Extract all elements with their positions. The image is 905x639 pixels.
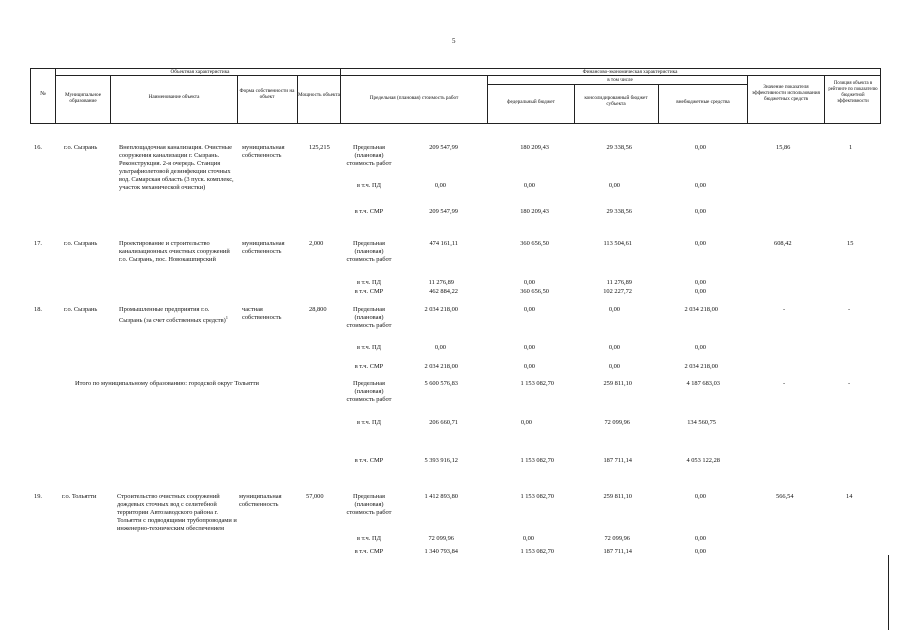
header-rule [55, 68, 56, 124]
row-federal: 1 153 082,70 [520, 457, 554, 464]
header-rule [340, 75, 881, 76]
header-col-efficiency: Значение показателя эффективности использования бюджетных средств [752, 84, 820, 102]
row-capacity: 57,000 [306, 493, 324, 500]
row-federal: 180 209,43 [520, 144, 549, 151]
row-object-name: Проектирование и строительство канализационных очистных сооружений г.о. Сызрань, пос. Новокашпирский [119, 240, 230, 263]
row-consolidated: 259 811,10 [603, 493, 632, 500]
row-consolidated: 0,00 [608, 182, 620, 189]
row-consolidated: 72 099,96 [604, 535, 630, 542]
row-total: 209 547,99 [429, 144, 458, 151]
row-consolidated: 11 276,89 [606, 279, 632, 286]
row-extra: 0,00 [694, 288, 706, 295]
summary-label: Итого по муниципальному образованию: городской округ Тольятти [75, 380, 259, 387]
header-rule [824, 75, 825, 124]
row-consolidated: 187 711,14 [603, 548, 632, 555]
row-consolidated: 187 711,14 [603, 457, 632, 464]
row-line-label: в т.ч. СМР [354, 208, 384, 215]
row-consolidated: 0,00 [608, 306, 620, 313]
row-consolidated: 102 227,72 [603, 288, 632, 295]
row-capacity: 28,800 [309, 306, 327, 313]
row-ownership: муниципальная собственность [242, 144, 285, 159]
row-federal: 0,00 [523, 344, 535, 351]
header-rule [747, 75, 748, 124]
row-ownership: частная собственность [242, 306, 282, 321]
header-group-finance: Финансово-экономическая характеристика [582, 69, 678, 75]
row-object-name: Промышленные предприятия г.о. Сызрань (за счет собственных средств)$^1$ [119, 306, 228, 325]
row-total: 1 340 793,84 [424, 548, 458, 555]
row-line-label: в т.ч. ПД [357, 182, 381, 189]
header-col-limit: Предельная (плановая) стоимость работ [369, 95, 459, 101]
header-col-rank: Позиция объекта в рейтинге по показателю бюджетной эффективности [828, 81, 878, 104]
row-object-name: Строительство очистных сооружений дождевых сточных вод с селитебной территории Автозаводского района г. Тольятти с подводящими трубопроводами и инженерно-техническим обеспечением [117, 493, 237, 532]
row-line-label: в т.ч. ПД [357, 419, 381, 426]
header-col-ownership: Форма собственности на объект [239, 88, 295, 100]
row-line-label: Предельная (плановая) стоимость работ [346, 240, 392, 263]
row-extra: 2 034 218,00 [684, 363, 718, 370]
row-line-label: в т.ч. ПД [357, 344, 381, 351]
row-line-label: в т.ч. ПД [357, 279, 381, 286]
row-rank: 15 [847, 240, 854, 247]
row-extra: 0,00 [694, 344, 706, 351]
row-number: 18. [34, 306, 42, 313]
row-efficiency: 566,54 [776, 493, 794, 500]
row-line-label: в т.ч. СМР [354, 548, 384, 555]
row-extra: 4 187 683,03 [686, 380, 720, 387]
row-total: 5 393 916,12 [424, 457, 458, 464]
row-rank: 1 [849, 144, 853, 151]
header-rule [880, 68, 881, 124]
row-total: 1 412 893,80 [424, 493, 458, 500]
row-extra: 2 034 218,00 [684, 306, 718, 313]
row-efficiency: - [783, 380, 786, 387]
row-line-label: Предельная (плановая) стоимость работ [346, 493, 392, 516]
row-extra: 0,00 [694, 208, 706, 215]
row-total: 2 034 218,00 [424, 363, 458, 370]
row-consolidated: 113 504,61 [603, 240, 632, 247]
row-total: 462 884,22 [429, 288, 458, 295]
row-total: 2 034 218,00 [424, 306, 458, 313]
row-total: 209 547,99 [429, 208, 458, 215]
row-consolidated: 0,00 [608, 363, 620, 370]
row-capacity: 2,000 [309, 240, 324, 247]
header-rule [110, 75, 111, 124]
row-federal: 0,00 [523, 363, 535, 370]
row-consolidated: 72 099,96 [604, 419, 630, 426]
row-municipality: г.о. Сызрань [64, 144, 98, 151]
row-extra: 0,00 [694, 279, 706, 286]
row-total: 11 276,89 [428, 279, 454, 286]
row-consolidated: 259 811,10 [603, 380, 632, 387]
row-federal: 360 656,50 [520, 240, 549, 247]
row-extra: 134 560,75 [687, 419, 716, 426]
row-rank: - [848, 306, 851, 313]
header-col-federal: федеральный бюджет [507, 99, 555, 105]
row-total: 0,00 [434, 344, 446, 351]
footnote-mark: 1 [225, 315, 228, 320]
row-federal: 0,00 [523, 306, 535, 313]
header-col-municipality: Муниципальное образование [65, 92, 101, 104]
header-rule [574, 84, 575, 124]
row-consolidated: 29 338,56 [606, 208, 632, 215]
row-extra: 0,00 [694, 548, 706, 555]
row-federal: 0,00 [522, 535, 534, 542]
header-rule [237, 75, 238, 124]
row-municipality: г.о. Тольятти [62, 493, 97, 500]
row-federal: 0,00 [520, 419, 532, 426]
header-rule [30, 123, 881, 124]
row-total: 72 099,96 [428, 535, 454, 542]
row-ownership: муниципальная собственность [239, 493, 282, 508]
page-edge-mark [888, 555, 889, 630]
row-object-name: Внеплощадочная канализация. Очистные сооружения канализации г. Сызрань. Реконструкция. 2-я очередь. Станция ультрафиолетовой дезинфекции сточных вод. Самарская область (3 пуск. комплекс, участок механической очистки) [119, 144, 234, 191]
header-rule [340, 68, 341, 124]
row-line-label: в т.ч. СМР [354, 288, 384, 295]
row-number: 16. [34, 144, 42, 151]
header-subgroup-incl: в том числе [607, 77, 633, 83]
header-col-capacity: Мощность объекта [298, 92, 340, 98]
row-federal: 360 656,50 [520, 288, 549, 295]
row-consolidated: 29 338,56 [606, 144, 632, 151]
row-number: 19. [34, 493, 42, 500]
row-total: 5 600 576,83 [424, 380, 458, 387]
row-ownership: муниципальная собственность [242, 240, 285, 255]
row-line-label: Предельная (плановая) стоимость работ [346, 144, 392, 167]
row-total: 206 660,71 [429, 419, 458, 426]
header-col-extra: внебюджетные средства [676, 99, 730, 105]
row-extra: 0,00 [694, 182, 706, 189]
row-consolidated: 0,00 [608, 344, 620, 351]
header-group-object: Объектная характеристика [170, 69, 230, 75]
row-total: 0,00 [434, 182, 446, 189]
header-col-name: Наименование объекта [148, 94, 200, 100]
row-efficiency: 15,86 [776, 144, 791, 151]
row-municipality: г.о. Сызрань [64, 240, 98, 247]
header-rule [297, 75, 298, 124]
row-efficiency: - [783, 306, 786, 313]
row-rank: 14 [846, 493, 853, 500]
row-extra: 0,00 [694, 493, 706, 500]
row-capacity: 125,215 [309, 144, 330, 151]
row-line-label: в т.ч. ПД [357, 535, 381, 542]
row-extra: 0,00 [694, 144, 706, 151]
row-federal: 1 153 082,70 [520, 548, 554, 555]
row-federal: 0,00 [523, 182, 535, 189]
row-municipality: г.о. Сызрань [64, 306, 98, 313]
row-federal: 1 153 082,70 [520, 380, 554, 387]
row-total: 474 161,11 [429, 240, 458, 247]
row-rank: - [848, 380, 851, 387]
row-extra: 4 053 122,28 [686, 457, 720, 464]
row-extra: 0,00 [694, 240, 706, 247]
row-federal: 0,00 [523, 279, 535, 286]
row-line-label: Предельная (плановая) стоимость работ [346, 306, 392, 329]
page-number: 5 [452, 37, 456, 45]
row-line-label: Предельная (плановая) стоимость работ [346, 380, 392, 403]
header-col-consolidated: консолидированный бюджет субъекта [584, 95, 648, 107]
row-extra: 0,00 [694, 535, 706, 542]
row-number: 17. [34, 240, 42, 247]
row-line-label: в т.ч. СМР [354, 457, 384, 464]
header-col-num: № [40, 91, 46, 97]
header-rule [658, 84, 659, 124]
header-rule [487, 84, 747, 85]
row-federal: 1 153 082,70 [520, 493, 554, 500]
header-rule [487, 75, 488, 124]
row-federal: 180 209,43 [520, 208, 549, 215]
row-line-label: в т.ч. СМР [354, 363, 384, 370]
row-efficiency: 608,42 [774, 240, 792, 247]
